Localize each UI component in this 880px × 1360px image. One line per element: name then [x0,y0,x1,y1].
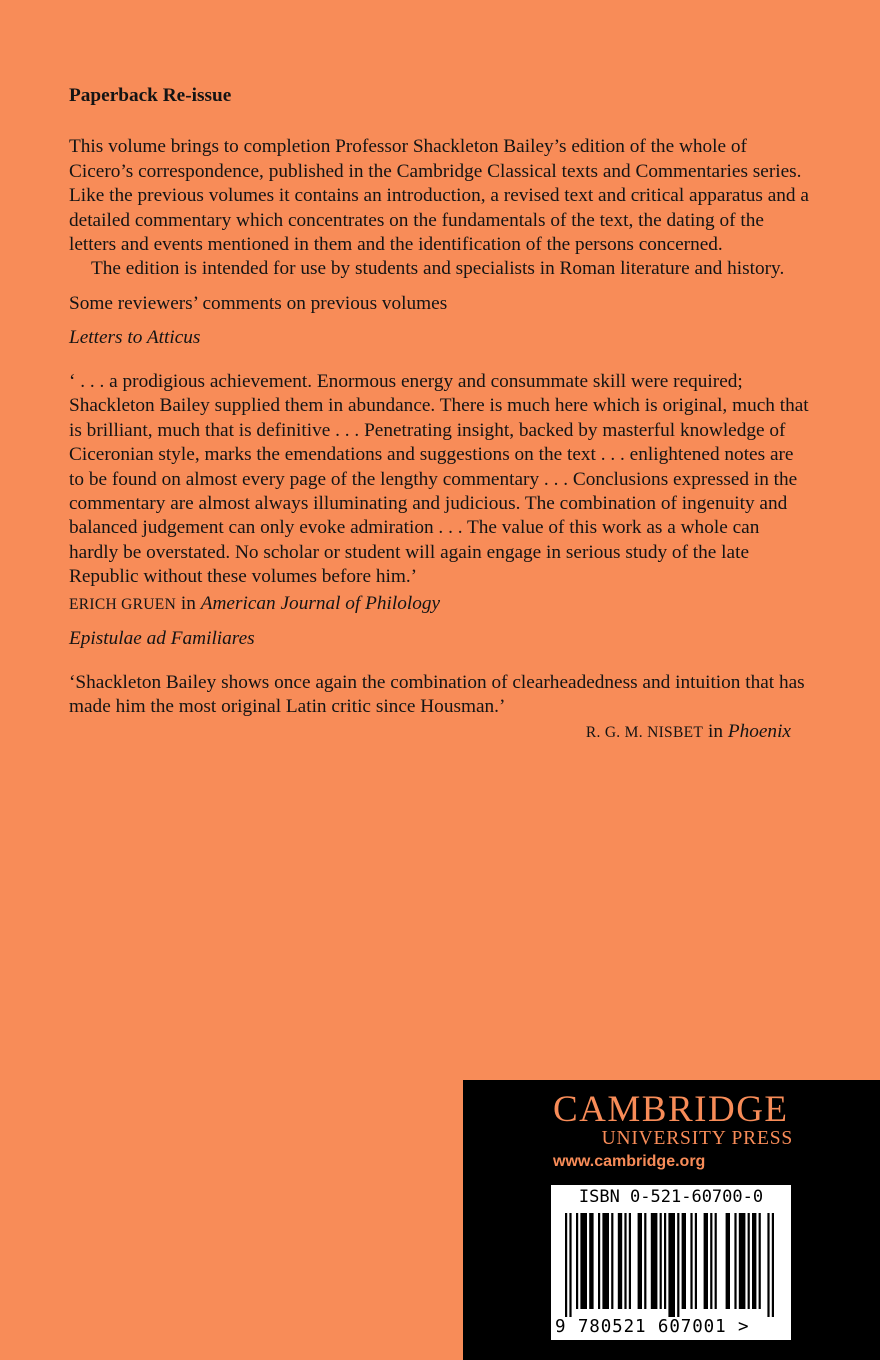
barcode-bar [589,1213,593,1309]
barcode-bar [624,1213,626,1309]
attribution-in: in [707,720,723,742]
publisher-subtitle: UNIVERSITY PRESS [601,1128,793,1149]
barcode-bar [739,1213,746,1309]
barcode-bar [660,1213,662,1309]
barcode-bar [618,1213,622,1309]
barcode-bar [772,1213,774,1317]
isbn-number: ISBN 0-521-60700-0 [578,1187,764,1207]
barcode-bar [677,1213,679,1317]
barcode-bar [629,1213,631,1309]
barcode-bar [752,1213,756,1309]
barcode-bar [576,1213,578,1309]
barcode-bar [668,1213,675,1317]
attribution-in: in [180,592,196,614]
barcode-bar [580,1213,587,1309]
barcode-bar [651,1213,658,1309]
barcode-bar [759,1213,761,1309]
barcode-bar [690,1213,692,1309]
barcode-bar [734,1213,736,1309]
reviewer-name: ERICH GRUEN [69,595,177,613]
barcode-bar [565,1213,567,1317]
reissue-heading: Paperback Re-issue [69,85,232,106]
review-attribution [69,592,809,617]
barcode-bar [644,1213,646,1309]
ean-digits: 9 780521 607001 > [555,1317,750,1337]
barcode-bar [602,1213,609,1309]
review-attribution [69,720,809,745]
reviewer-name: R. G. M. NISBET [585,723,704,741]
review-work-title: Letters to Atticus [69,327,201,349]
barcode-panel [551,1185,791,1340]
publisher-panel [463,1080,880,1360]
reviewers-comments-label: Some reviewers’ comments on previous volumes [69,292,448,314]
barcode-bar [704,1213,708,1309]
barcode-bar [715,1213,717,1309]
journal-name: Phoenix [727,720,791,742]
barcode-bar [682,1213,686,1309]
barcode-bar [664,1213,666,1309]
barcode-bar [748,1213,750,1309]
publisher-logo: CAMBRIDGE [553,1089,789,1130]
description-paragraph: This volume brings to completion Professor Shackleton Bailey’s edition of the whole of Cicero’s correspondence, published in the Cambridge Classical texts and Commentaries series. Like the previous volumes it contains an introduction, a revised text and critical apparatus and a detailed commentary which concentrates on the fundamentals of the text, the dating of the letters and events mentioned in them and the identification of the persons concerned. [69,136,809,256]
review-work-title: Epistulae ad Familiares [69,628,255,650]
journal-name: American Journal of Philology [200,592,441,614]
barcode-bar [638,1213,642,1309]
barcode-bar [695,1213,697,1309]
barcode-icon [551,1213,791,1317]
barcode-bar [598,1213,600,1309]
publisher-website: www.cambridge.org [553,1153,706,1170]
barcode-bar [767,1213,769,1317]
audience-paragraph: The edition is intended for use by students and specialists in Roman literature and history. [91,258,785,280]
barcode-bar [726,1213,730,1309]
barcode-bar [569,1213,571,1317]
review-quote: ‘Shackleton Bailey shows once again the combination of clearheadedness and intuition that has made him the most original Latin critic since Housman.’ [69,671,805,718]
review-quote: ‘ . . . a prodigious achievement. Enormous energy and consummate skill were required; Shackleton Bailey supplied them in abundance. There is much here which is original, much that is brilliant, much that is definitive . . . Penetrating insight, backed by masterful knowledge of Ciceronian style, marks the emendations and suggestions on the text . . . enlightened notes are to be found on almost every page of the lengthy commentary . . . Conclusions expressed in the commentary are almost always illuminating and judicious. The combination of ingenuity and balanced judgement can only evoke admiration . . . The value of this work as a whole can hardly be overstated. No scholar or student will again engage in serious study of the late Republic without these volumes before him.’ [69,370,809,588]
barcode-bar [611,1213,613,1309]
barcode-bar [710,1213,712,1309]
back-cover-text [69,84,809,745]
